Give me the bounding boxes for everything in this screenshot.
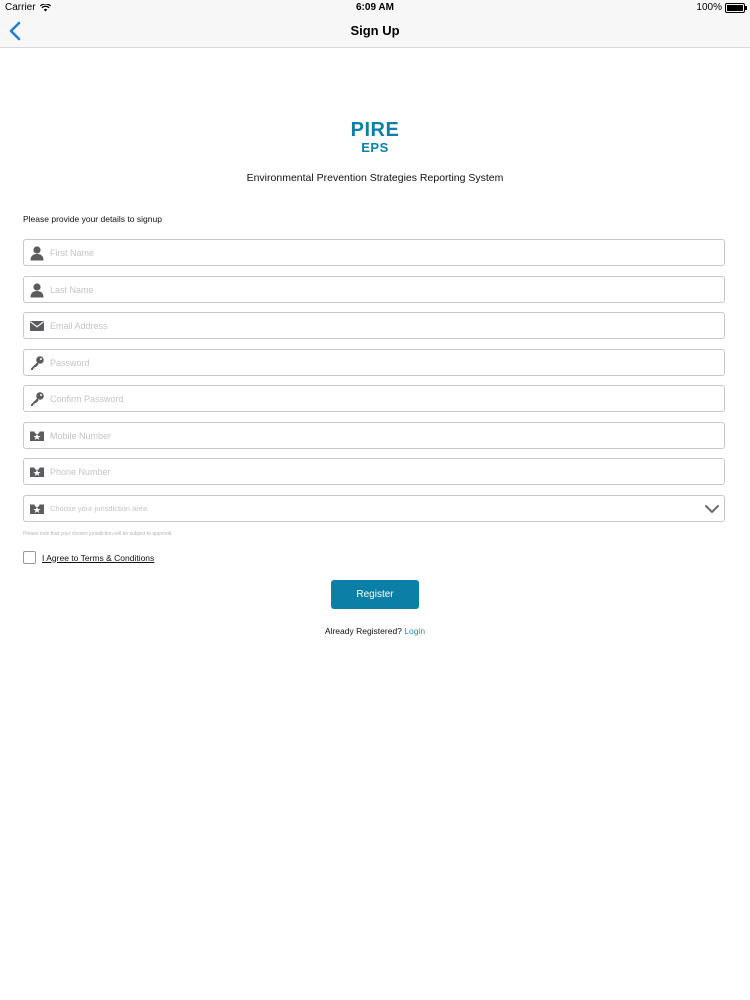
already-registered-text: Already Registered? — [324, 626, 402, 636]
app-subtitle: Environmental Prevention Strategies Reporting System — [246, 172, 504, 184]
mobile-number-input[interactable] — [50, 423, 710, 448]
key-icon — [29, 391, 45, 407]
first-name-field[interactable] — [23, 239, 725, 266]
battery-percentage: 100% — [696, 2, 722, 13]
email-field[interactable] — [23, 312, 725, 339]
id-card-icon — [29, 464, 45, 480]
phone-number-input[interactable] — [50, 459, 710, 484]
logo-pire: PIRE — [350, 119, 400, 141]
confirm-password-field[interactable] — [23, 385, 725, 412]
chevron-down-icon[interactable] — [704, 502, 720, 516]
page-title: Sign Up — [350, 23, 400, 38]
mobile-number-field[interactable] — [23, 422, 725, 449]
envelope-icon — [29, 318, 45, 334]
email-input[interactable] — [50, 313, 710, 338]
battery-info — [696, 2, 745, 13]
id-card-icon — [29, 428, 45, 444]
key-icon — [29, 355, 45, 371]
register-button[interactable]: Register — [331, 580, 419, 609]
confirm-password-input[interactable] — [50, 386, 710, 411]
id-card-icon — [29, 501, 45, 517]
login-link[interactable]: Login — [404, 626, 426, 636]
form-intro: Please provide your details to signup — [23, 214, 162, 224]
password-field[interactable] — [23, 349, 725, 376]
last-name-field[interactable] — [23, 276, 725, 303]
carrier-label: Carrier — [5, 2, 36, 13]
last-name-input[interactable] — [50, 277, 710, 302]
battery-icon — [725, 3, 745, 13]
person-icon — [29, 245, 45, 261]
terms-checkbox[interactable] — [23, 551, 36, 564]
navigation-bar — [0, 16, 750, 48]
status-bar — [0, 0, 750, 16]
first-name-input[interactable] — [50, 240, 710, 265]
jurisdiction-placeholder: Choose your jurisdiction area — [50, 504, 148, 513]
jurisdiction-note: Please note that your chosen jurisdiction will be subject to approval — [23, 531, 172, 537]
app-logo — [0, 120, 750, 154]
person-icon — [29, 282, 45, 298]
password-input[interactable] — [50, 350, 710, 375]
phone-number-field[interactable] — [23, 458, 725, 485]
status-time: 6:09 AM — [356, 2, 394, 13]
terms-row — [23, 551, 154, 564]
jurisdiction-select[interactable] — [23, 495, 725, 522]
logo-eps: EPS — [361, 140, 389, 155]
login-prompt — [0, 626, 750, 636]
terms-conditions-link[interactable]: I Agree to Terms & Conditions — [42, 552, 155, 563]
